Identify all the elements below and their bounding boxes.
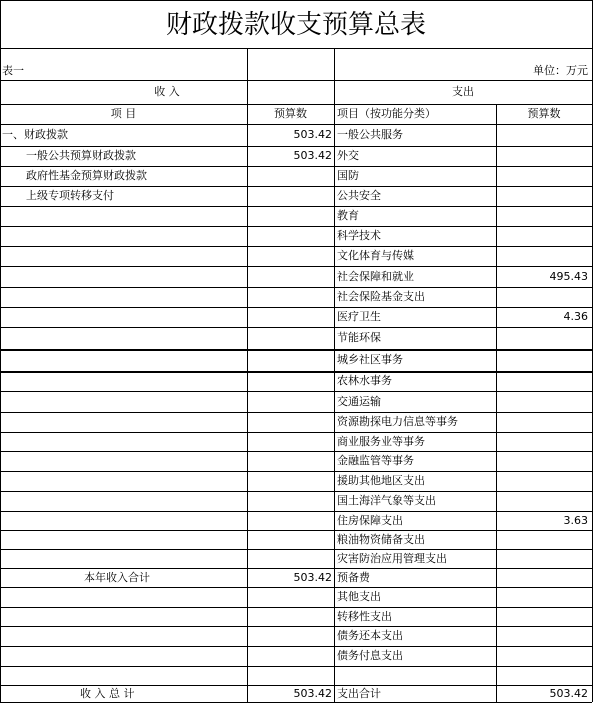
expense-value: 4.36 [563,310,588,323]
expense-item: 科学技术 [337,229,381,242]
unit-label: 单位：万元 [533,64,588,77]
expense-item: 灾害防治应用管理支出 [337,552,447,565]
income-grand-total-label: 收 入 总 计 [80,687,135,700]
col-budget-header: 预算数 [527,107,561,120]
table-number: 表一 [2,64,24,77]
expense-value [496,451,592,471]
expense-value [496,646,592,666]
expense-value [496,287,592,307]
expense-value [496,146,592,166]
income-item: 一、财政拨款 [2,128,68,141]
expense-value [496,471,592,491]
expense-item: 转移性支出 [337,610,392,623]
income-value [247,166,334,186]
expense-value [496,587,592,607]
expense-item: 粮油物资储备支出 [337,533,425,546]
expense-total-label: 支出合计 [337,687,381,700]
expense-value: 3.63 [563,514,588,527]
expense-item: 公共安全 [337,189,381,202]
expense-value [496,568,592,587]
expense-item: 医疗卫生 [337,310,381,323]
income-value: 503.42 [293,149,332,162]
sheet-title: 财政拨款收支预算总表 [165,10,426,40]
expense-item: 预备费 [337,571,370,584]
expense-item: 外交 [337,149,359,162]
expense-value [496,391,592,412]
expense-value [496,186,592,206]
income-value [247,186,334,206]
expense-value [496,491,592,511]
expense-value [496,166,592,186]
expense-value [496,349,592,371]
income-year-total-label: 本年收入合计 [84,571,150,584]
col-func-header: 项目（按功能分类） [337,107,436,120]
income-year-total-value: 503.42 [293,571,332,584]
income-item: 上级专项转移支付 [26,189,114,202]
expense-value [496,607,592,626]
expense-value [496,626,592,646]
expense-item: 教育 [337,209,359,222]
expense-item: 农林水事务 [337,374,392,387]
expense-value [496,246,592,266]
expense-value [496,412,592,432]
expense-item: 商业服务业等事务 [337,435,425,448]
col-budget-header: 预算数 [274,107,307,120]
grid-line [0,48,592,49]
grid-line [0,0,592,1]
expense-value [496,530,592,549]
expense-item: 其他支出 [337,590,381,603]
income-header: 收 入 [154,85,180,98]
expense-item: 文化体育与传媒 [337,249,414,262]
expense-value [496,226,592,246]
expense-value [496,549,592,568]
expense-item: 援助其他地区支出 [337,474,425,487]
expense-value [496,124,592,146]
expense-value [496,206,592,226]
expense-item: 节能环保 [337,331,381,344]
expense-value: 495.43 [549,270,588,283]
expense-total-value: 503.42 [549,687,588,700]
expense-item: 交通运输 [337,395,381,408]
income-item: 政府性基金预算财政拨款 [26,169,147,182]
expense-item: 社会保障和就业 [337,270,414,283]
expense-item: 社会保险基金支出 [337,290,425,303]
expense-item: 债务还本支出 [337,629,403,642]
income-value: 503.42 [293,128,332,141]
expense-item: 债务付息支出 [337,649,403,662]
expense-item: 金融监管等事务 [337,454,414,467]
col-item-header: 项 目 [110,107,137,120]
expense-value [496,327,592,349]
grid-line [0,666,592,667]
income-item: 一般公共预算财政拨款 [26,149,136,162]
expense-item: 城乡社区事务 [337,353,403,366]
expense-item: 国土海洋气象等支出 [337,494,436,507]
expense-item: 国防 [337,169,359,182]
expense-value [496,432,592,451]
expense-header: 支出 [452,85,474,98]
expense-value [496,371,592,391]
expense-item: 资源勘探电力信息等事务 [337,415,458,428]
income-grand-total-value: 503.42 [293,687,332,700]
expense-item: 一般公共服务 [337,128,403,141]
expense-item: 住房保障支出 [337,514,403,527]
